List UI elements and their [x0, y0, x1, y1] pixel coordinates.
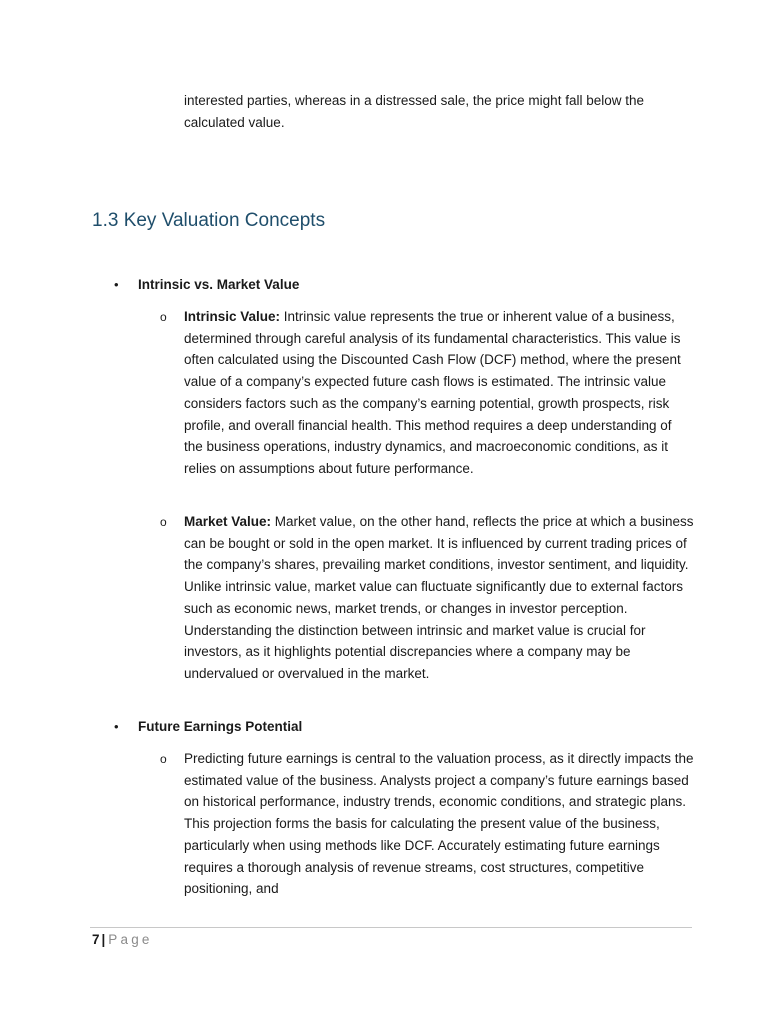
bullet-future-earnings	[0, 716, 782, 738]
bullet-marker: •	[114, 719, 119, 734]
page-label: Page	[108, 932, 153, 947]
market-value-term: Market Value:	[184, 514, 272, 529]
page-footer	[92, 930, 153, 950]
bullet-label: Future Earnings Potential	[138, 719, 303, 734]
sub-bullet-marker: o	[160, 310, 167, 324]
future-earnings-paragraph: Predicting future earnings is central to the valuation process, as it directly impacts the estimated value of the business. Analysts project a company’s future earnings based on historical performance, industry trends, economic conditions, and strategic plans. This projection forms the basis for calculating the present value of the business, particularly when using methods like DCF. Accurately estimating future earnings requires a thorough analysis of revenue streams, cost structures, competitive positioning, and	[184, 751, 694, 897]
footer-divider	[90, 927, 692, 928]
intrinsic-value-paragraph	[184, 306, 694, 480]
intrinsic-value-term: Intrinsic Value:	[184, 309, 281, 324]
intrinsic-value-text: Intrinsic value represents the true or inherent value of a business, determined through careful analysis of its fundamental characteristics. This value is often calculated using the Discounted Cash Flow (DCF) method, where the present value of a company’s expected future cash flows is estimated. The intrinsic value considers factors such as the company’s earning potential, growth prospects, risk profile, and overall financial health. This method requires a deep understanding of the business operations, industry dynamics, and macroeconomic conditions, as it relies on assumptions about future performance.	[184, 309, 681, 476]
sub-bullet-marker: o	[160, 515, 167, 529]
market-value-text: Market value, on the other hand, reflects the price at which a business can be bought or sold in the open market. It is influenced by current trading prices of the company’s shares, prevailing market conditions, investor sentiment, and liquidity. Unlike intrinsic value, market value can fluctuate significantly due to external factors such as economic news, market trends, or changes in investor perception. Understanding the distinction between intrinsic and market value is crucial for investors, as it highlights potential discrepancies where a company may be undervalued or overvalued in the market.	[184, 514, 694, 681]
bullet-marker: •	[114, 277, 119, 292]
page-number: 7	[92, 932, 100, 947]
bullet-intrinsic-vs-market	[0, 274, 782, 296]
sub-bullet-marker: o	[160, 752, 167, 766]
intro-continuation: interested parties, whereas in a distressed sale, the price might fall below the calculated value.	[184, 93, 644, 130]
market-value-paragraph	[184, 511, 694, 685]
footer-separator: |	[101, 932, 106, 947]
section-heading: 1.3 Key Valuation Concepts	[92, 210, 326, 231]
bullet-label: Intrinsic vs. Market Value	[138, 277, 300, 292]
